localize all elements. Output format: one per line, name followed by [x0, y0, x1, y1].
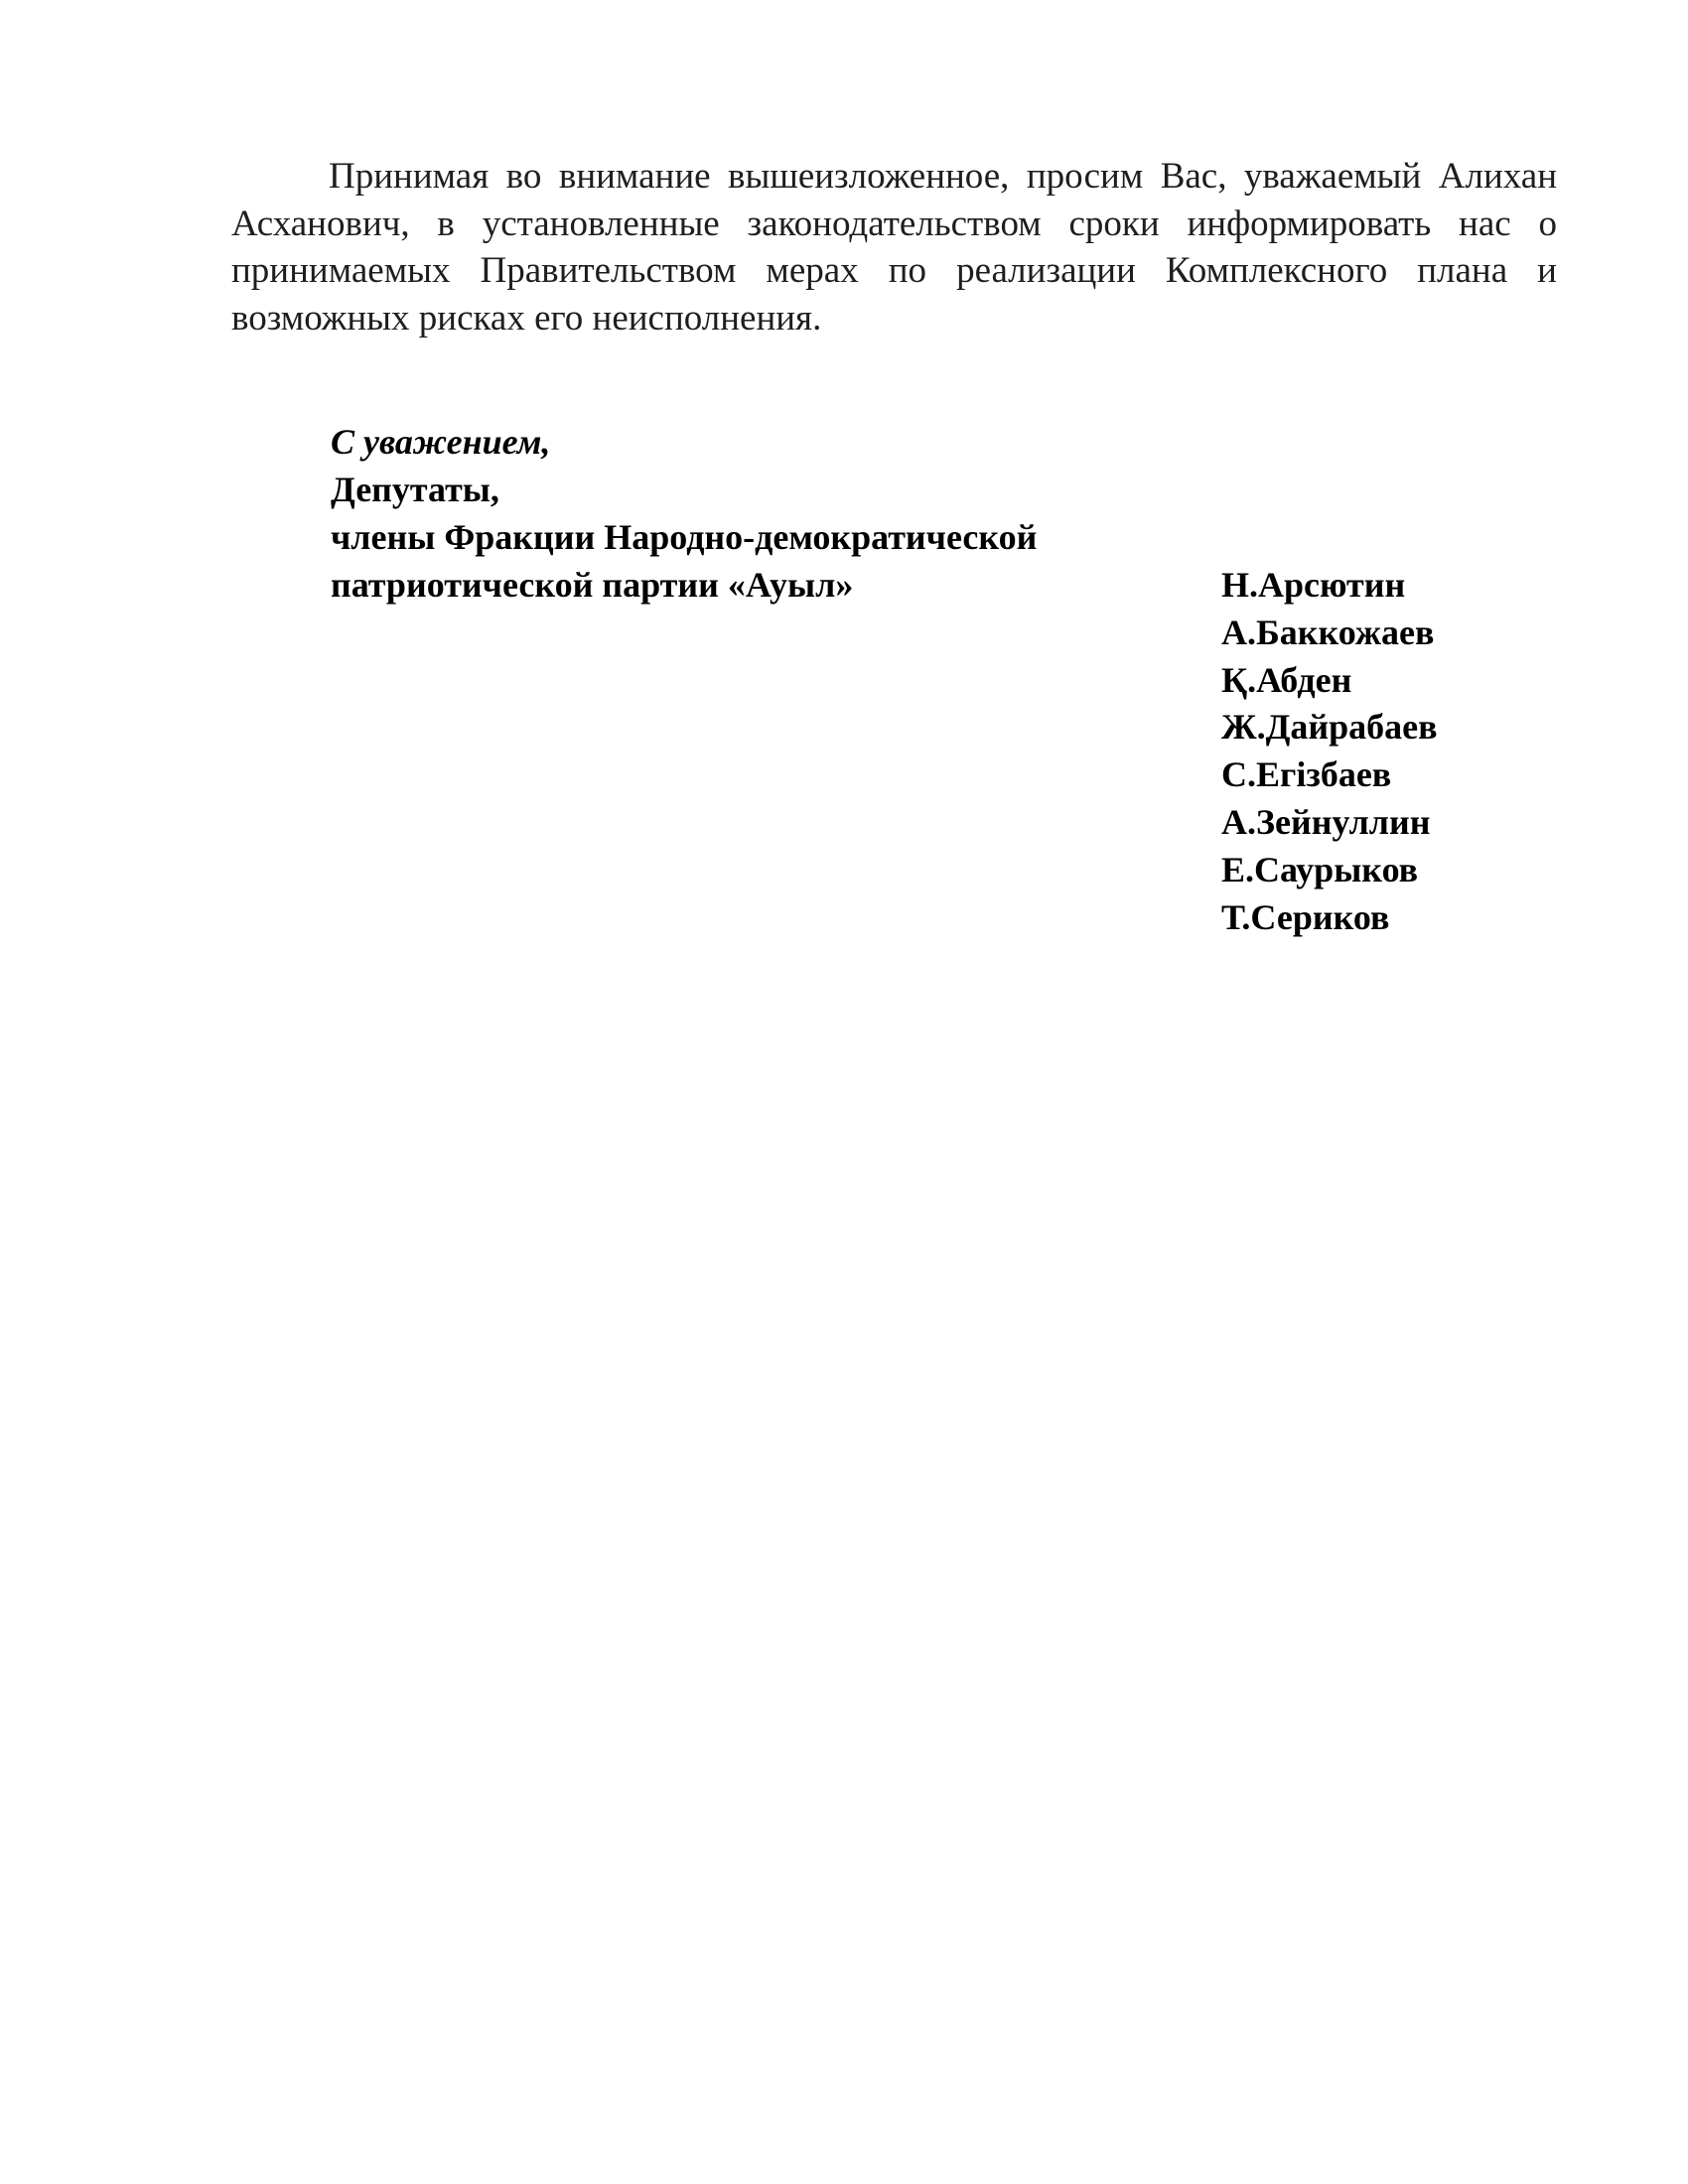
signatory-list: [1221, 562, 1618, 941]
signatory-name: А.Баккожаев: [1221, 612, 1435, 652]
signatory-name: Қ.Абден: [1221, 659, 1352, 700]
closing-block: [331, 418, 1165, 609]
signatory-name: Т.Сериков: [1221, 896, 1390, 937]
request-paragraph: [231, 153, 1557, 341]
signatory-name: А.Зейнуллин: [1221, 801, 1431, 842]
closing-faction-line-1: члены Фракции Народно-демократической: [331, 517, 1038, 557]
closing-faction-line-2: патриотической партии «Ауыл»: [331, 565, 854, 605]
signatory-name: Е.Саурыков: [1221, 849, 1419, 889]
request-paragraph-text: Принимая во внимание вышеизложенное, просим Вас, уважаемый Алихан Асханович, в установленные законодательством сроки информировать нас о принимаемых Правительством мерах по реализации Комплексного плана и возможных рисках его неисполнения.: [231, 156, 1557, 339]
closing-role: Депутаты,: [331, 470, 499, 509]
signatory-name: Н.Арсютин: [1221, 565, 1406, 605]
signatory-name: Ж.Дайрабаев: [1221, 707, 1438, 748]
closing-greeting: С уважением,: [331, 422, 551, 462]
signatory-name: С.Егізбаев: [1221, 754, 1392, 795]
